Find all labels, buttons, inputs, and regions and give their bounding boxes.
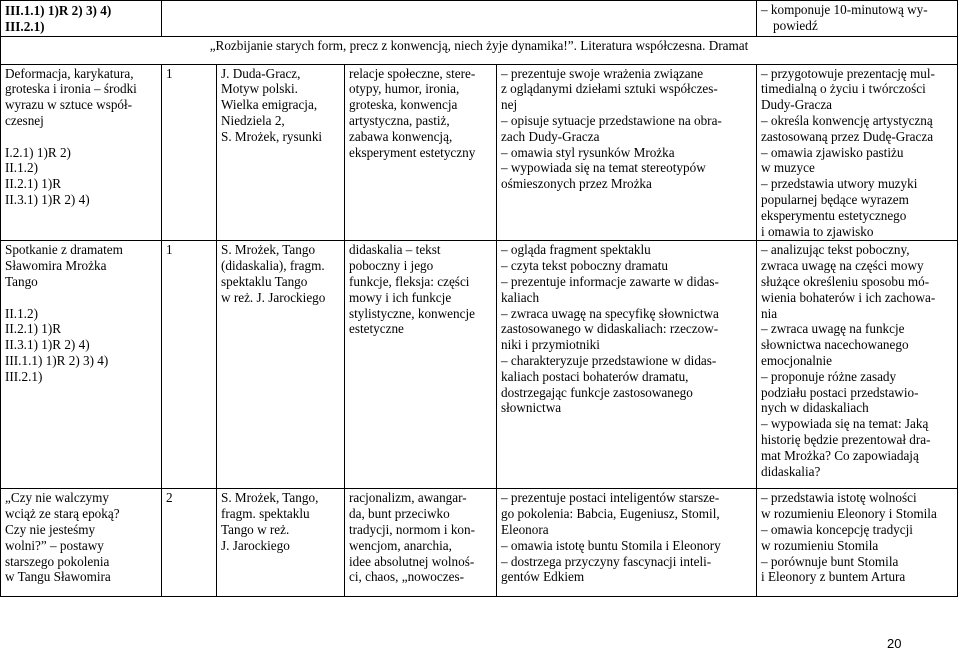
concept-line: mowy i ich funkcje [349,289,452,305]
basic-line: kaliach postaci bohaterów dramatu, [501,368,689,384]
text-line: S. Mrożek, Tango [221,242,316,258]
text-line: S. Mrożek, Tango, [221,490,319,506]
topic-line: Sławomira Mrożka [5,258,107,274]
theme-row [1,36,958,64]
topic-line: w Tangu Sławomira [5,569,111,585]
topic-line: wciąż ze starą epoką? [5,506,120,522]
extended-line: nia [761,305,778,321]
requirement-code: III.2.1) [5,368,43,384]
requirement-code: II.2.1) 1)R [5,321,62,337]
texts-cell [217,489,345,597]
basic-line: Eleonora [501,521,549,537]
basic-line: go pokolenia: Babcia, Eugeniusz, Stomil, [501,506,720,522]
topic-line: starszego pokolenia [5,553,110,569]
basic-requirements-cell [497,241,757,489]
extended-line: timedialną o życiu i twórczości [761,81,926,97]
basic-line: kaliach [501,289,540,305]
requirement-code: II.2.1) 1)R [5,176,62,192]
topic-line: wyrazu w sztuce współ- [5,97,133,113]
extended-line: – przygotowuje prezentację mul- [761,65,935,81]
basic-line: – prezentuje postaci inteligentów starsze- [501,490,720,506]
topic-line [5,129,157,145]
extended-line: – analizując tekst poboczny, [761,242,910,258]
concept-line: groteska, konwencja [349,97,458,113]
concept-line: funkcje, fleksja: części [349,273,470,289]
texts-cell [217,64,345,241]
lesson-row [1,241,958,489]
extended-line: wienia bohaterów i ich zachowa- [761,289,936,305]
text-line: w reż. J. Jarockiego [221,289,326,305]
topic-line [5,290,157,306]
topic-line: Czy nie jesteśmy [5,521,96,537]
topic-line: Deformacja, karykatura, [5,65,134,81]
text-line: spektaklu Tango [221,273,308,289]
basic-line: z oglądanymi dziełami sztuki współczes- [501,81,718,97]
concept-line: relacje społeczne, stere- [349,65,476,81]
text-line: (didaskalia), fragm. [221,258,325,274]
lesson-topic-cell [1,241,162,489]
text-line: Tango w reż. [221,521,290,537]
topic-line: Spotkanie z dramatem [5,242,123,258]
extended-requirements-cell [757,489,958,597]
extended-line: zwraca uwagę na części mowy [761,258,924,274]
extended-line: w rozumieniu Eleonory i Stomila [761,506,937,522]
top-right-cell [757,1,958,37]
requirement-code: I.2.1) 1)R 2) [5,144,71,160]
extended-line: – określa konwencję artystyczną [761,112,933,128]
top-right-line: – komponuje 10-minutową wy- [761,2,928,17]
basic-line: – zwraca uwagę na specyfikę słownictwa [501,305,719,321]
text-line: Wielka emigracja, [221,97,318,113]
requirement-code: II.1.2) [5,160,38,176]
concept-line: zabawa konwencją, [349,128,453,144]
extended-line: w rozumieniu Stomila [761,537,879,553]
extended-line: historię będzie prezentował dra- [761,431,931,447]
concept-line: stylistyczne, konwencje [349,305,475,321]
topic-line: wolni?” – postawy [5,537,104,553]
extended-line: – porównuje bunt Stomila [761,553,899,569]
concept-line: tradycji, normom i kon- [349,521,475,537]
extended-line: popularnej będące wyrazem [761,191,909,207]
extended-line: – wypowiada się na temat: Jaką [761,416,929,432]
basic-line: – czyta tekst poboczny dramatu [501,258,668,274]
hours-cell: 2 [162,489,217,597]
texts-cell [217,241,345,489]
basic-line: nej [501,97,518,113]
concept-line: otypy, humor, ironia, [349,81,460,97]
basic-line: – opisuje sytuacje przedstawione na obra- [501,112,722,128]
basic-line: – omawia styl rysunków Mrożka [501,144,675,160]
top-left-cell [1,1,162,37]
extended-line: nych w didaskaliach [761,400,869,416]
basic-line: dostrzegając funkcje zastosowanego [501,384,693,400]
text-line: S. Mrożek, rysunki [221,128,323,144]
text-line: J. Duda-Gracz, [221,65,301,81]
concept-line: eksperyment estetyczny [349,144,476,160]
basic-requirements-cell [497,64,757,241]
topic-line: „Czy nie walczymy [5,490,109,506]
extended-line: didaskalia? [761,463,821,479]
extended-requirements-cell [757,241,958,489]
basic-line: – prezentuje informacje zawarte w didas- [501,273,719,289]
extended-line: – zwraca uwagę na funkcje [761,321,905,337]
concept-line: ci, chaos, „nowoczes- [349,569,464,585]
extended-line: eksperymentu estetycznego [761,207,907,223]
concept-line: da, bunt przeciwko [349,506,450,522]
top-empty-cell [162,1,757,37]
basic-line: – ogląda fragment spektaklu [501,242,651,258]
top-right-line: powiedź [773,17,818,33]
concepts-cell [345,489,497,597]
topic-line: czesnej [5,112,44,128]
extended-line: i omawia to zjawisko [761,223,874,239]
extended-line: służące określeniu sposobu mó- [761,273,930,289]
lesson-topic-cell [1,64,162,241]
lesson-row [1,64,958,241]
top-continuation-row [1,1,958,37]
basic-line: zach Dudy-Gracza [501,128,600,144]
concept-line: didaskalia – tekst [349,242,441,258]
topic-line: groteska i ironia – środki [5,81,137,97]
concept-line: poboczny i jego [349,258,434,274]
basic-line: zastosowanego w didaskaliach: rzeczow- [501,321,719,337]
hours-cell: 1 [162,241,217,489]
text-line: fragm. spektaklu [221,506,310,522]
extended-line: emocjonalnie [761,352,833,368]
theme-title: „Rozbijanie starych form, precz z konwencją, niech żyje dynamika!”. Literatura współczesna. Dramat [1,36,958,64]
extended-line: Dudy-Gracza [761,97,833,113]
extended-requirements-cell [757,64,958,241]
extended-line: zastosowaną przez Dudę-Gracza [761,128,934,144]
extended-line: podziału postaci przedstawio- [761,384,919,400]
concept-line: artystyczna, pastiż, [349,112,450,128]
extended-line: – omawia koncepcję tradycji [761,521,913,537]
requirement-code: II.3.1) 1)R 2) 4) [5,191,90,207]
extended-line: mat Mrożka? Co zapowiadają [761,447,919,463]
extended-line: w muzyce [761,160,815,176]
requirement-code: II.3.1) 1)R 2) 4) [5,337,90,353]
requirement-code: III.1.1) 1)R 2) 3) 4) [5,352,109,368]
basic-line: – wypowiada się na temat stereotypów [501,160,706,176]
text-line: J. Jarockiego [221,537,290,553]
requirement-code: II.1.2) [5,305,38,321]
page-number: 20 [887,636,902,651]
concept-line: wencjom, anarchia, [349,537,452,553]
concept-line: idee absolutnej wolnoś- [349,553,475,569]
extended-line: – przedstawia istotę wolności [761,490,917,506]
lesson-row [1,489,958,597]
concept-line: racjonalizm, awangar- [349,490,467,506]
top-left-line: III.2.1) [5,18,45,34]
basic-line: – prezentuje swoje wrażenia związane [501,65,704,81]
extended-line: – przedstawia utwory muzyki [761,176,918,192]
hours-cell: 1 [162,64,217,241]
concept-line: estetyczne [349,321,404,337]
topic-line: Tango [5,273,38,289]
basic-line: – dostrzega przyczyny fascynacji inteli- [501,553,712,569]
basic-line: – omawia istotę buntu Stomila i Eleonory [501,537,721,553]
extended-line: i Eleonory z buntem Artura [761,569,906,585]
basic-line: niki i przymiotniki [501,337,600,353]
text-line: Motyw polski. [221,81,298,97]
basic-line: gentów Edkiem [501,569,585,585]
basic-line: słownictwa [501,400,562,416]
lesson-topic-cell [1,489,162,597]
text-line: Niedziela 2, [221,112,285,128]
extended-line: – omawia zjawisko pastiżu [761,144,904,160]
basic-requirements-cell [497,489,757,597]
concepts-cell [345,64,497,241]
extended-line: słownictwa nacechowanego [761,337,909,353]
concepts-cell [345,241,497,489]
basic-line: – charakteryzuje przedstawione w didas- [501,352,717,368]
top-left-line: III.1.1) 1)R 2) 3) 4) [5,3,112,18]
extended-line: – proponuje różne zasady [761,368,897,384]
basic-line: ośmieszonych przez Mrożka [501,176,652,192]
